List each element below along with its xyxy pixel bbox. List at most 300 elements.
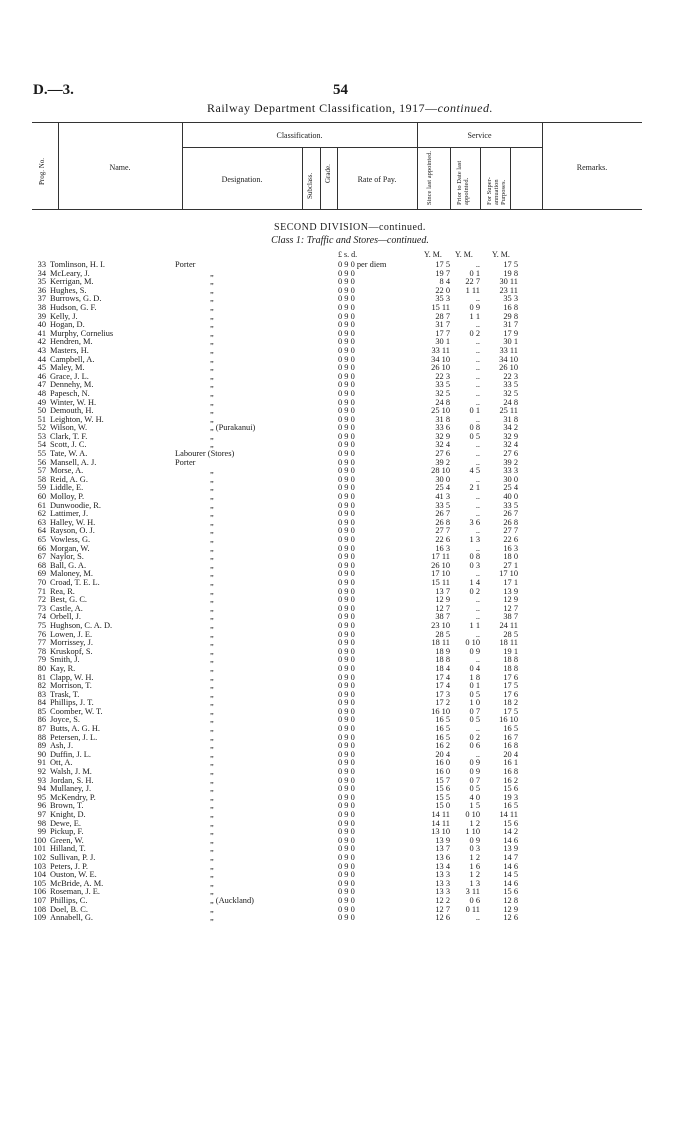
rate-cell: 0 9 0 [338, 715, 355, 725]
since-cell: 13 4 [435, 861, 450, 871]
prior-cell: .. [475, 612, 480, 622]
since-cell: 13 3 [435, 887, 450, 897]
name-cell: Kruskopf, S. [50, 646, 93, 656]
name-cell: Joyce, S. [50, 715, 81, 725]
designation-cell: „ [210, 363, 214, 373]
name-cell: Scott, J. C. [50, 440, 87, 450]
name-cell: Hendren, M. [50, 337, 93, 347]
since-cell: 16 2 [435, 741, 450, 751]
designation-cell: „ [210, 852, 214, 862]
rate-cell: 0 9 0 [338, 406, 355, 416]
super-cell: 39 2 [503, 457, 518, 467]
prior-cell: .. [475, 569, 480, 579]
rate-cell: 0 9 0 [338, 844, 355, 854]
rate-cell: 0 9 0 [338, 792, 355, 802]
designation-cell: „ [210, 818, 214, 828]
designation-cell: „ [210, 629, 214, 639]
rate-cell: 0 9 0 [338, 492, 355, 502]
super-cell: 15 6 [503, 887, 518, 897]
designation-cell: „ [210, 474, 214, 484]
since-cell: 17 2 [435, 698, 450, 708]
super-cell: 17 6 [503, 672, 518, 682]
name-cell: Castle, A. [50, 603, 83, 613]
prior-cell: 0 2 [469, 732, 480, 742]
since-cell: 26 10 [431, 560, 450, 570]
since-cell: 25 4 [435, 483, 450, 493]
table-row [0, 914, 700, 923]
since-cell: 17 5 [435, 260, 450, 269]
rate-cell: 0 9 0 [338, 698, 355, 708]
prior-cell: 0 3 [469, 560, 480, 570]
since-cell: 27 6 [435, 449, 450, 459]
rate-cell: 0 9 0 [338, 818, 355, 828]
name-cell: Ball, G. A. [50, 560, 87, 570]
prior-cell: .. [475, 345, 480, 355]
remarks-header: Remarks. [576, 163, 608, 172]
super-cell: 16 10 [499, 715, 518, 725]
designation-cell: „ [210, 878, 214, 888]
super-cell: 22 6 [503, 535, 518, 544]
super-cell: 33 5 [503, 500, 518, 510]
prog-no-cell: 59 [37, 483, 46, 493]
name-cell: Butts, A. G. H. [50, 724, 101, 734]
name-cell: Morrison, T. [50, 681, 92, 691]
since-cell: 16 5 [435, 732, 450, 742]
prog-no-cell: 60 [37, 492, 46, 502]
name-cell: Green, W. [50, 835, 84, 845]
super-cell: 17 6 [503, 689, 518, 699]
name-cell: Dunwoodie, R. [50, 500, 101, 510]
super-cell: 14 11 [499, 810, 518, 819]
since-cell: 8 4 [439, 277, 450, 287]
table-body [0, 261, 700, 923]
name-cell: Mansell, A. J. [50, 457, 97, 467]
name-cell: Reid, A. G. [50, 474, 88, 484]
rate-cell: 0 9 0 [338, 758, 355, 768]
prog-no-cell: 96 [37, 801, 46, 811]
prior-cell: 2 1 [469, 483, 480, 493]
since-cell: 14 11 [431, 818, 450, 828]
name-cell: Orbell, J. [50, 612, 81, 622]
rate-cell: 0 9 0 [338, 810, 355, 819]
rate-cell: 0 9 0 [338, 741, 355, 751]
name-cell: Murphy, Cornelius [50, 328, 114, 338]
name-cell: Maley, M. [50, 363, 85, 373]
rate-cell: 0 9 0 [338, 655, 355, 665]
since-cell: 31 7 [435, 320, 450, 330]
prior-cell: 1 6 [469, 861, 480, 871]
rate-cell: 0 9 0 [338, 870, 355, 880]
prior-cell: .. [475, 629, 480, 639]
prior-cell: .. [475, 320, 480, 330]
name-cell: Sullivan, P. J. [50, 852, 96, 862]
prior-cell: .. [475, 397, 480, 407]
divider [302, 147, 303, 209]
since-cell: 27 7 [435, 526, 450, 536]
prog-no-cell: 42 [37, 337, 46, 347]
designation-cell: „ [210, 509, 214, 519]
name-cell: Dennehy, M. [50, 380, 94, 390]
prior-cell: .. [475, 414, 480, 424]
prog-no-cell: 81 [37, 672, 46, 682]
name-cell: Masters, H. [50, 345, 89, 355]
rate-cell: 0 9 0 [338, 500, 355, 510]
division-heading: SECOND DIVISION—continued. [274, 222, 426, 233]
prog-no-cell: 103 [33, 861, 46, 871]
rate-cell: 0 9 0 [338, 663, 355, 673]
prog-no-cell: 38 [37, 302, 46, 312]
prior-cell: 0 5 [469, 715, 480, 725]
prog-no-cell: 50 [37, 406, 46, 416]
grade-header: Grade. [324, 164, 332, 183]
since-cell: 28 10 [431, 466, 450, 476]
rate-cell: 0 9 0 [338, 397, 355, 407]
super-cell: 32 4 [503, 440, 518, 450]
name-cell: Clark, T. F. [50, 431, 88, 441]
prior-cell: 0 8 [469, 552, 480, 562]
designation-cell: „ [210, 328, 214, 338]
prior-cell: .. [475, 457, 480, 467]
designation-cell: „ [210, 810, 214, 819]
prog-no-cell: 33 [37, 260, 46, 269]
prog-no-cell: 83 [37, 689, 46, 699]
designation-cell: „ [210, 526, 214, 536]
prog-no-cell: 71 [37, 586, 46, 596]
rate-cell: 0 9 0 [338, 371, 355, 381]
prog-no-cell: 105 [33, 878, 46, 888]
super-cell: 25 11 [499, 406, 518, 416]
prog-no-cell: 102 [33, 852, 46, 862]
designation-cell: „ [210, 655, 214, 665]
designation-cell: „ [210, 397, 214, 407]
prog-no-cell: 91 [37, 758, 46, 768]
designation-cell: „ [210, 577, 214, 587]
prog-no-cell: 77 [37, 638, 46, 648]
designation-cell: „ [210, 603, 214, 613]
super-cell: 33 3 [503, 466, 518, 476]
since-cell: 18 4 [435, 663, 450, 673]
prog-no-cell: 107 [33, 895, 46, 905]
prog-no-cell: 98 [37, 818, 46, 828]
prog-no-cell: 78 [37, 646, 46, 656]
super-cell: 13 9 [503, 586, 518, 596]
rate-cell: 0 9 0 [338, 646, 355, 656]
prior-cell: 0 5 [469, 689, 480, 699]
designation-cell: „ [210, 672, 214, 682]
prog-no-cell: 87 [37, 724, 46, 734]
name-cell: Papesch, N. [50, 388, 90, 398]
designation-cell: „ [210, 689, 214, 699]
prog-no-cell: 108 [33, 904, 46, 914]
name-cell: Maloney, M. [50, 569, 93, 579]
divider [480, 147, 481, 209]
since-cell: 32 5 [435, 388, 450, 398]
designation-cell: „ [210, 844, 214, 854]
name-cell: Molloy, P. [50, 492, 85, 502]
name-cell: Ott, A. [50, 758, 73, 768]
since-cell: 12 7 [435, 904, 450, 914]
name-cell: Petersen, J. L. [50, 732, 98, 742]
since-cell: 35 3 [435, 294, 450, 304]
name-cell: Duffin, J. L. [50, 749, 92, 759]
designation-cell: „ [210, 706, 214, 716]
name-cell: Leighton, W. H. [50, 414, 104, 424]
prior-cell: 3 6 [469, 517, 480, 527]
designation-cell: „ [210, 646, 214, 656]
prog-no-cell: 41 [37, 328, 46, 338]
since-cell: 14 11 [431, 810, 450, 819]
prior-cell: 1 5 [469, 801, 480, 811]
rate-cell: 0 9 0 [338, 466, 355, 476]
super-cell: 33 11 [499, 345, 518, 355]
prog-no-cell: 55 [37, 449, 46, 459]
super-cell: 23 11 [499, 285, 518, 295]
super-cell: 14 6 [503, 878, 518, 888]
super-cell: 17 9 [503, 328, 518, 338]
prior-cell: .. [475, 388, 480, 398]
rate-cell: 0 9 0 [338, 689, 355, 699]
since-cell: 28 7 [435, 311, 450, 321]
since-cell: 13 7 [435, 844, 450, 854]
name-cell: Doel, B. C. [50, 904, 88, 914]
rate-cell: 0 9 0 [338, 277, 355, 287]
name-cell: Kelly, J. [50, 311, 78, 321]
super-cell: 17 5 [503, 260, 518, 269]
super-cell: 26 7 [503, 509, 518, 519]
super-cell: 40 0 [503, 492, 518, 502]
designation-cell: „ [210, 354, 214, 364]
prog-no-cell: 51 [37, 414, 46, 424]
super-cell: 14 6 [503, 835, 518, 845]
prior-cell: .. [475, 595, 480, 605]
prog-no-cell: 62 [37, 509, 46, 519]
since-cell: 15 6 [435, 784, 450, 794]
name-cell: Rayson, O. J. [50, 526, 95, 536]
super-cell: 30 11 [499, 277, 518, 287]
designation-cell: „ [210, 715, 214, 725]
name-cell: Coomber, W. T. [50, 706, 103, 716]
designation-cell: „ [210, 638, 214, 648]
prog-no-cell: 36 [37, 285, 46, 295]
super-cell: 29 8 [503, 311, 518, 321]
prog-no-cell: 44 [37, 354, 46, 364]
since-cell: 17 7 [435, 328, 450, 338]
prior-cell: 1 3 [469, 878, 480, 888]
super-units: Y. M. [492, 250, 510, 259]
rate-cell: 0 9 0 [338, 595, 355, 605]
super-cell: 24 11 [499, 620, 518, 630]
name-cell: Walsh, J. M. [50, 767, 92, 777]
prog-no-cell: 104 [33, 870, 46, 880]
super-cell: 12 9 [503, 595, 518, 605]
rate-cell: 0 9 0 [338, 732, 355, 742]
super-cell: 27 6 [503, 449, 518, 459]
since-cell: 41 3 [435, 492, 450, 502]
super-cell: 38 7 [503, 612, 518, 622]
prior-cell: .. [475, 655, 480, 665]
since-cell: 15 5 [435, 792, 450, 802]
super-cell: 16 3 [503, 543, 518, 553]
prior-cell: 0 2 [469, 328, 480, 338]
super-cell: 16 5 [503, 801, 518, 811]
since-cell: 33 5 [435, 380, 450, 390]
since-cell: 18 11 [431, 638, 450, 648]
designation-cell: „ [210, 792, 214, 802]
name-cell: McLeary, J. [50, 268, 90, 278]
rate-cell: 0 9 0 [338, 904, 355, 914]
super-cell: 17 10 [499, 569, 518, 579]
prior-cell: 1 10 [465, 827, 480, 837]
prior-cell: 0 7 [469, 775, 480, 785]
designation-cell: „ [210, 620, 214, 630]
rate-cell: 0 9 0 [338, 535, 355, 544]
super-cell: 16 8 [503, 302, 518, 312]
prog-no-cell: 73 [37, 603, 46, 613]
rate-cell: 0 9 0 [338, 526, 355, 536]
since-cell: 22 3 [435, 371, 450, 381]
since-cell: 24 8 [435, 397, 450, 407]
rate-cell: 0 9 0 [338, 586, 355, 596]
since-cell: 17 11 [431, 552, 450, 562]
rate-cell: 0 9 0 [338, 320, 355, 330]
prog-no-cell: 72 [37, 595, 46, 605]
prior-cell: 0 6 [469, 895, 480, 905]
designation-cell: „ [210, 775, 214, 785]
prior-cell: .. [475, 500, 480, 510]
since-cell: 17 10 [431, 569, 450, 579]
super-cell: 16 8 [503, 767, 518, 777]
name-cell: Kerrigan, M. [50, 277, 94, 287]
since-cell: 26 8 [435, 517, 450, 527]
designation-cell: „ [210, 500, 214, 510]
super-cell: 19 1 [503, 646, 518, 656]
divider [510, 147, 511, 209]
since-cell: 16 5 [435, 715, 450, 725]
name-cell: Halley, W. H. [50, 517, 96, 527]
designation-cell: „ [210, 569, 214, 579]
prior-cell: 1 2 [469, 870, 480, 880]
since-cell: 13 10 [431, 827, 450, 837]
rate-cell: 0 9 0 [338, 706, 355, 716]
prior-cell: .. [475, 749, 480, 759]
prog-no-cell: 52 [37, 423, 46, 433]
since-cell: 15 7 [435, 775, 450, 785]
rate-cell: 0 9 0 [338, 509, 355, 519]
super-cell: 22 3 [503, 371, 518, 381]
super-cell: 16 8 [503, 741, 518, 751]
since-cell: 12 9 [435, 595, 450, 605]
prior-cell: .. [475, 371, 480, 381]
prior-cell: .. [475, 603, 480, 613]
super-cell: 26 10 [499, 363, 518, 373]
rate-cell: 0 9 0 per diem [338, 260, 387, 269]
name-cell: Lattimer, J. [50, 509, 89, 519]
prior-cell: 1 1 [469, 311, 480, 321]
designation-cell: „ [210, 861, 214, 871]
since-cell: 16 0 [435, 767, 450, 777]
rate-cell: 0 9 0 [338, 354, 355, 364]
rate-cell: 0 9 0 [338, 345, 355, 355]
super-cell: 19 8 [503, 268, 518, 278]
prior-cell: 0 2 [469, 586, 480, 596]
rate-cell: 0 9 0 [338, 784, 355, 794]
rate-cell: 0 9 0 [338, 328, 355, 338]
rate-cell: 0 9 0 [338, 388, 355, 398]
name-cell: Clapp, W. H. [50, 672, 94, 682]
designation-cell: „ [210, 904, 214, 914]
rate-cell: 0 9 0 [338, 603, 355, 613]
rate-cell: 0 9 0 [338, 431, 355, 441]
since-cell: 12 7 [435, 603, 450, 613]
prior-cell: .. [475, 354, 480, 364]
rate-cell: 0 9 0 [338, 878, 355, 888]
rate-cell: 0 9 0 [338, 724, 355, 734]
designation-cell: „ [210, 758, 214, 768]
designation-cell: „ [210, 835, 214, 845]
prog-no-cell: 49 [37, 397, 46, 407]
since-cell: 13 3 [435, 878, 450, 888]
rate-cell: 0 9 0 [338, 440, 355, 450]
super-header: For Super-annuation Purposes. [486, 177, 507, 205]
rate-cell: 0 9 0 [338, 801, 355, 811]
prog-no-cell: 90 [37, 749, 46, 759]
doc-ref: D.—3. [33, 82, 74, 98]
prior-cell: .. [475, 913, 480, 923]
name-cell: Wilson, W. [50, 423, 88, 433]
designation-cell: „ (Auckland) [210, 895, 254, 905]
super-cell: 31 8 [503, 414, 518, 424]
prior-cell: 0 5 [469, 784, 480, 794]
rate-cell: 0 9 0 [338, 629, 355, 639]
super-cell: 14 2 [503, 827, 518, 837]
designation-cell: Porter [175, 260, 196, 269]
name-cell: Grace, J. L. [50, 371, 89, 381]
designation-cell: „ [210, 741, 214, 751]
prog-no-cell: 84 [37, 698, 46, 708]
subclass-header: Subclass. [306, 172, 314, 199]
designation-cell: „ [210, 913, 214, 923]
prog-no-cell: 76 [37, 629, 46, 639]
prior-cell: 1 4 [469, 577, 480, 587]
since-cell: 15 0 [435, 801, 450, 811]
super-cell: 19 3 [503, 792, 518, 802]
designation-cell: „ [210, 586, 214, 596]
name-cell: Burrows, G. D. [50, 294, 102, 304]
super-cell: 12 6 [503, 913, 518, 923]
designation-cell: „ [210, 767, 214, 777]
super-cell: 32 5 [503, 388, 518, 398]
since-cell: 13 7 [435, 586, 450, 596]
since-cell: 20 4 [435, 749, 450, 759]
super-cell: 34 2 [503, 423, 518, 433]
name-cell: Tate, W. A. [50, 449, 88, 459]
prior-cell: 1 3 [469, 535, 480, 544]
designation-header: Designation. [221, 175, 263, 184]
super-cell: 35 3 [503, 294, 518, 304]
prior-cell: 0 5 [469, 431, 480, 441]
name-cell: Hughson, C. A. D. [50, 620, 113, 630]
designation-cell: „ [210, 517, 214, 527]
prior-cell: 0 6 [469, 741, 480, 751]
prog-no-cell: 88 [37, 732, 46, 742]
super-cell: 18 8 [503, 655, 518, 665]
prior-cell: 1 2 [469, 818, 480, 828]
since-cell: 13 9 [435, 835, 450, 845]
divider [450, 147, 451, 209]
rate-cell: 0 9 0 [338, 294, 355, 304]
since-cell: 17 4 [435, 681, 450, 691]
designation-cell: „ [210, 560, 214, 570]
